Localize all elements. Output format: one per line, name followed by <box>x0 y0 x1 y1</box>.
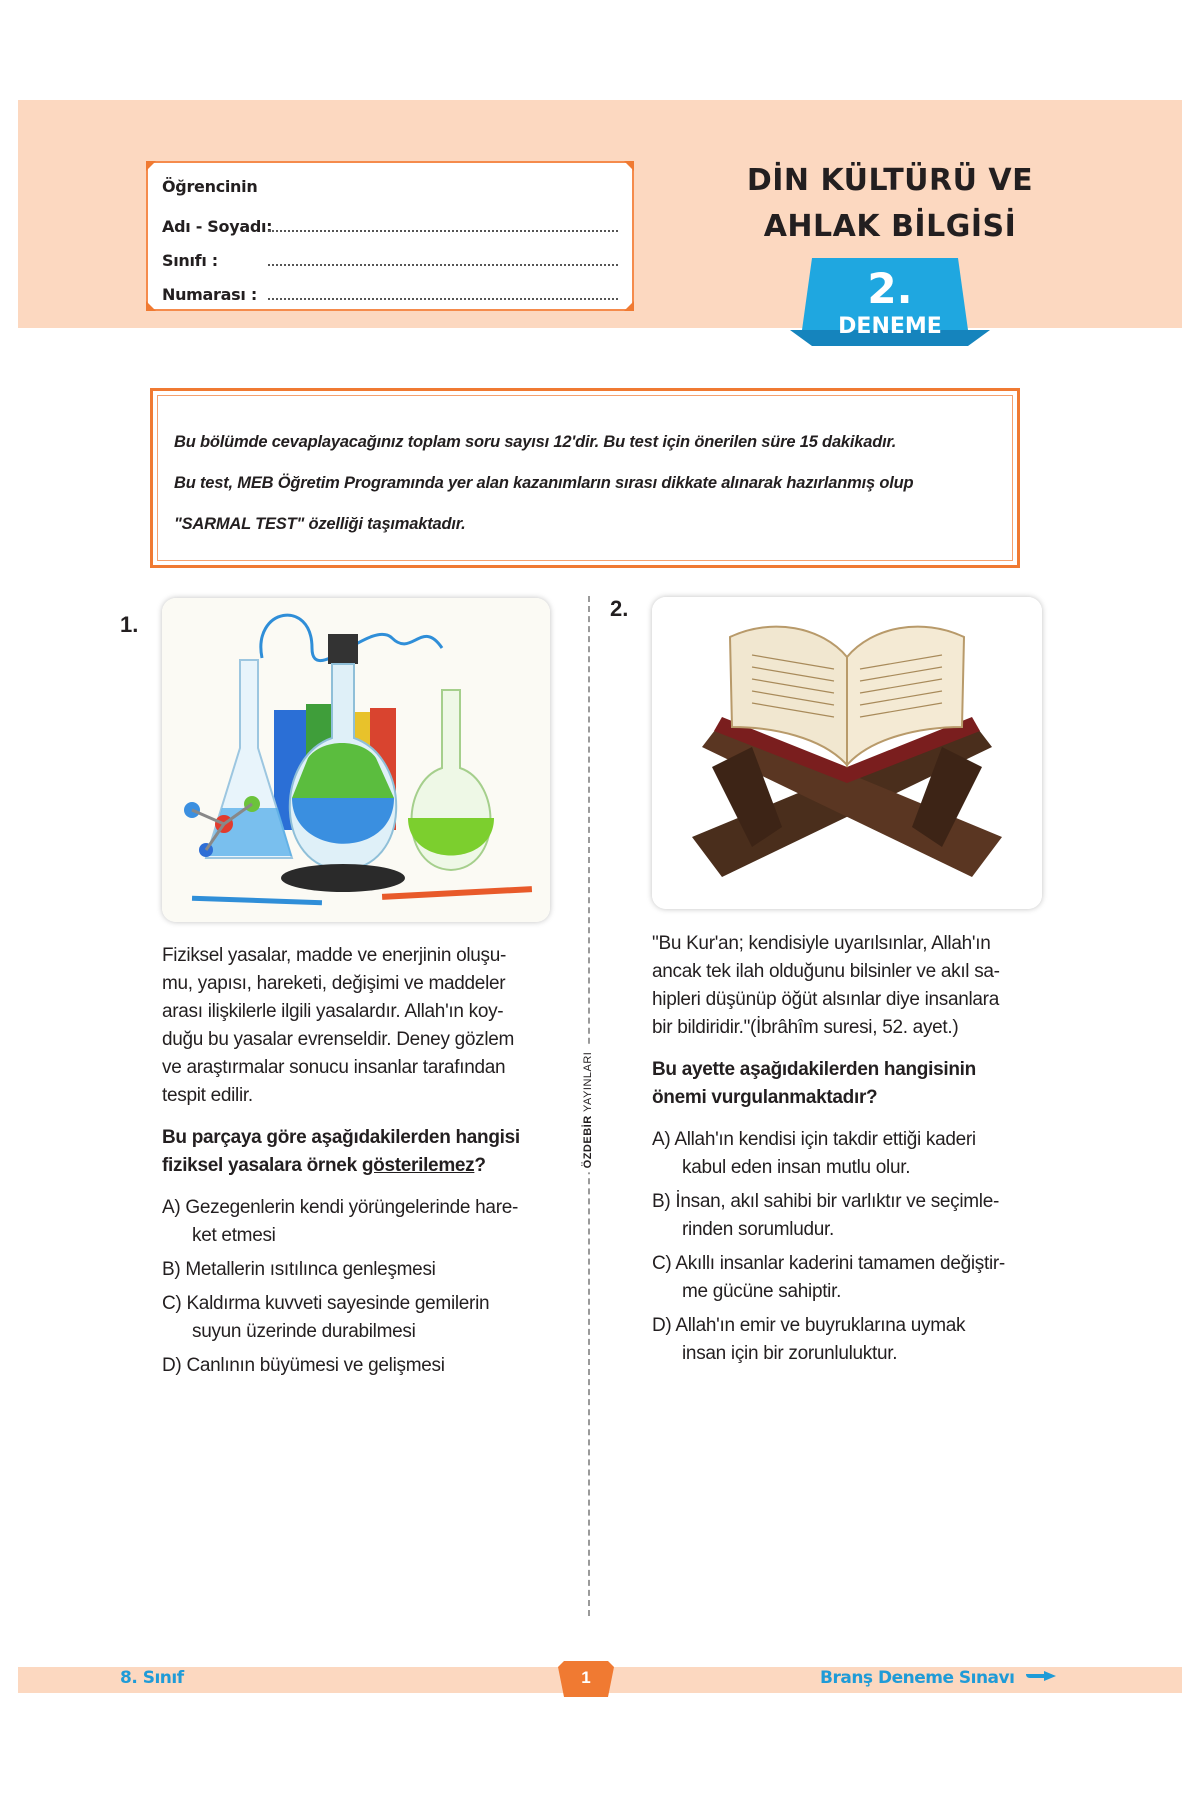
deneme-number: 2. <box>867 264 913 313</box>
question-1-stem-post: ? <box>474 1155 486 1176</box>
student-number-label: Numarası : <box>162 285 257 304</box>
option-line <box>652 1188 1062 1216</box>
question-1-passage-line: arası ilişkilerle ilgili yasalardır. Allah'ın koy- <box>162 1001 504 1022</box>
question-1-passage-line: tespit edilir. <box>162 1085 253 1106</box>
option-line <box>162 1256 572 1284</box>
publisher-name-rest: YAYINLARI <box>582 1051 594 1112</box>
page-number: 1 <box>581 1668 591 1687</box>
option-text: Canlının büyümesi ve gelişmesi <box>186 1355 445 1376</box>
option-text: Kaldırma kuvveti sayesinde gemilerin <box>186 1293 490 1314</box>
student-name-label: Adı - Soyadı: <box>162 217 273 236</box>
laboratory-flasks-image <box>162 598 550 922</box>
question-1-passage-line: duğu bu yasalar evrenseldir. Deney gözlem <box>162 1029 515 1050</box>
question-1-body <box>162 942 572 1380</box>
question-2-stem-line2: önemi vurgulanmaktadır? <box>652 1087 878 1108</box>
student-class-row <box>162 236 618 270</box>
option-line <box>652 1126 1062 1154</box>
question-1-stem-underlined: gösterilemez <box>361 1155 475 1176</box>
option-line: insan için bir zorunluluktur. <box>682 1343 898 1364</box>
option-label: D) <box>652 1315 672 1336</box>
question-2-passage-line: "Bu Kur'an; kendisiyle uyarılsınlar, Allah'ın <box>652 933 991 954</box>
laboratory-flasks-illustration <box>162 598 550 922</box>
student-class-field[interactable] <box>268 250 618 266</box>
pointing-hand-icon <box>1026 1668 1056 1688</box>
option-line: kabul eden insan mutlu olur. <box>682 1157 911 1178</box>
instructions-inner <box>157 395 1013 561</box>
question-2-stem-line1: Bu ayette aşağıdakilerden hangisinin <box>652 1059 976 1080</box>
publisher-name-bold: ÖZDEBİR <box>582 1115 594 1169</box>
option-line <box>162 1352 572 1380</box>
instructions-line-2: Bu test, MEB Öğretim Programında yer alan kazanımların sırası dikkate alınarak hazırlanmış olup <box>174 474 914 492</box>
question-1-stem-pre: fiziksel yasalara örnek <box>162 1155 362 1176</box>
option-text: Akıllı insanlar kaderini tamamen değiştir- <box>675 1253 1005 1274</box>
question-2-number: 2. <box>610 596 629 621</box>
deneme-label: DENEME <box>838 314 942 339</box>
option-line: ket etmesi <box>192 1225 276 1246</box>
option-text: Allah'ın emir ve buyruklarına uymak <box>675 1315 966 1336</box>
footer-exam-name <box>820 1668 1056 1688</box>
publisher-side-mark <box>574 1040 602 1180</box>
question-2-option-b[interactable] <box>652 1188 1062 1244</box>
option-label: A) <box>652 1129 671 1150</box>
page-number-badge <box>558 1661 614 1697</box>
instructions-line-1: Bu bölümde cevaplayacağınız toplam soru sayısı 12'dir. Bu test için önerilen süre 15 dakikadır. <box>174 433 897 451</box>
card-corner <box>146 301 156 311</box>
footer-exam-label: Branş Deneme Sınavı <box>820 1668 1015 1688</box>
student-number-field[interactable] <box>268 284 618 300</box>
question-2-passage-line: ancak tek ilah olduğunu bilsinler ve akıl sa- <box>652 961 1000 982</box>
option-text: İnsan, akıl sahibi bir varlıktır ve seçimle- <box>675 1191 1000 1212</box>
student-name-field[interactable] <box>268 216 618 232</box>
option-line <box>652 1312 1062 1340</box>
question-2-option-c[interactable] <box>652 1250 1062 1306</box>
option-line <box>162 1194 572 1222</box>
question-1-option-c[interactable] <box>162 1290 572 1346</box>
question-1-stem-line1: Bu parçaya göre aşağıdakilerden hangisi <box>162 1127 520 1148</box>
question-1-option-b[interactable] <box>162 1256 572 1284</box>
option-line <box>162 1290 572 1318</box>
card-corner <box>146 161 156 171</box>
option-label: B) <box>652 1191 671 1212</box>
option-text: Metallerin ısıtılınca genleşmesi <box>185 1259 436 1280</box>
question-1-passage-line: mu, yapısı, hareketi, değişimi ve maddeler <box>162 973 506 994</box>
footer-grade: 8. Sınıf <box>120 1668 184 1688</box>
student-card-title: Öğrencinin <box>162 177 258 196</box>
question-1-stem-line2 <box>162 1152 572 1180</box>
question-1-option-a[interactable] <box>162 1194 572 1250</box>
option-label: D) <box>162 1355 182 1376</box>
question-1-passage-line: ve araştırmalar sonucu insanlar tarafından <box>162 1057 506 1078</box>
spacer <box>162 1180 572 1194</box>
question-2-passage-line: hipleri düşünüp öğüt alsınlar diye insanlara <box>652 989 999 1010</box>
card-corner <box>624 161 634 171</box>
option-text: Allah'ın kendisi için takdir ettiği kaderi <box>674 1129 976 1150</box>
student-number-row <box>162 270 618 304</box>
card-corner <box>624 301 634 311</box>
option-line: rinden sorumludur. <box>682 1219 834 1240</box>
option-label: A) <box>162 1197 181 1218</box>
student-info-card <box>146 161 634 311</box>
spacer <box>652 1112 1062 1126</box>
student-name-row <box>162 202 618 236</box>
question-2-option-d[interactable] <box>652 1312 1062 1368</box>
subject-title <box>740 158 1040 250</box>
instructions-line-3: "SARMAL TEST" özelliği taşımaktadır. <box>174 515 466 533</box>
instructions-box <box>150 388 1020 568</box>
subject-title-line1: DİN KÜLTÜRÜ VE <box>746 163 1034 198</box>
publisher-side-text <box>582 1048 594 1173</box>
question-2-passage-line: bir bildiridir."(İbrâhîm suresi, 52. ayet.) <box>652 1017 959 1038</box>
option-line: me gücüne sahiptir. <box>682 1281 842 1302</box>
option-text: Gezegenlerin kendi yörüngelerinde hare- <box>185 1197 519 1218</box>
option-line: suyun üzerinde durabilmesi <box>192 1321 416 1342</box>
spacer <box>162 1110 572 1124</box>
question-1-passage-line: Fiziksel yasalar, madde ve enerjinin oluşu- <box>162 945 507 966</box>
quran-on-rahle-image <box>652 597 1042 909</box>
question-2-option-a[interactable] <box>652 1126 1062 1182</box>
option-label: C) <box>652 1253 672 1274</box>
subject-title-line2: AHLAK BİLGİSİ <box>763 209 1017 244</box>
question-1-option-d[interactable] <box>162 1352 572 1380</box>
question-1-number: 1. <box>120 612 139 637</box>
option-label: B) <box>162 1259 181 1280</box>
deneme-badge <box>790 258 990 346</box>
question-2-body <box>652 930 1062 1368</box>
option-line <box>652 1250 1062 1278</box>
option-label: C) <box>162 1293 182 1314</box>
spacer <box>652 1042 1062 1056</box>
student-class-label: Sınıfı : <box>162 251 218 270</box>
quran-on-rahle-illustration <box>652 597 1042 909</box>
